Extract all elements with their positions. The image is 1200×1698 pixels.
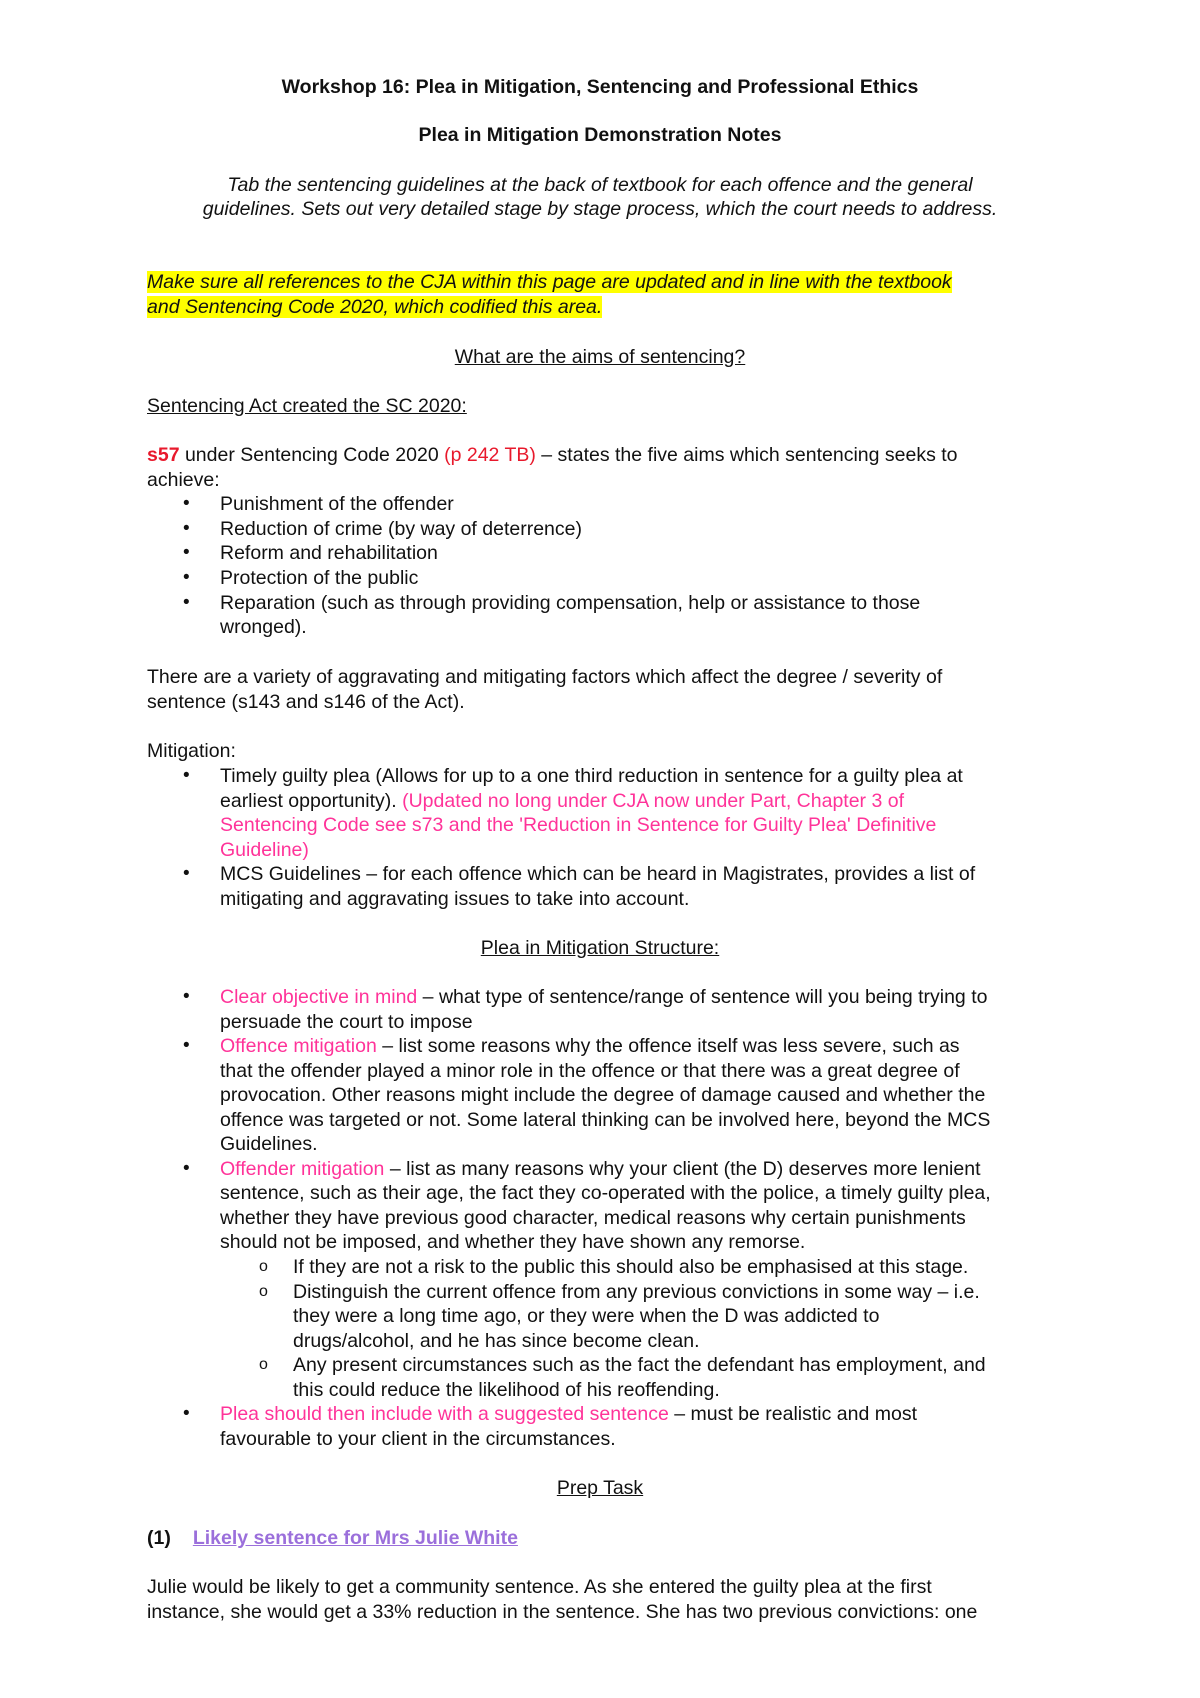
aim-item: Reparation (such as through providing compensation, help or assistance to those	[220, 592, 921, 614]
structure-heading: Plea in Mitigation Structure:	[480, 937, 720, 959]
bullet-icon: •	[183, 567, 190, 588]
bullet-icon: •	[183, 863, 190, 884]
sub-bullet-icon: o	[259, 1283, 268, 1300]
bullet-icon: •	[183, 1403, 190, 1424]
prep-task-link: Likely sentence for Mrs Julie White	[192, 1527, 518, 1549]
mcs-line-2: mitigating and aggravating issues to take into account.	[220, 888, 690, 910]
aim-item: Reform and rehabilitation	[220, 542, 438, 564]
document-title: Workshop 16: Plea in Mitigation, Sentencing and Professional Ethics	[281, 76, 919, 98]
prep-heading: Prep Task	[556, 1477, 644, 1499]
plea-line-1: Timely guilty plea (Allows for up to a one third reduction in sentence for a guilty plea at	[220, 765, 963, 787]
s57-section: s57	[147, 444, 180, 466]
offence-line-5: Guidelines.	[220, 1133, 318, 1155]
s57-reference: (p 242 TB)	[444, 444, 536, 466]
prep-line-2: instance, she would get a 33% reduction in the sentence. She has two previous convictions: one	[147, 1601, 978, 1623]
offender-sub-item-continuation: they were a long time ago, or they were when the D was addicted to	[293, 1305, 880, 1327]
offender-line: Offender mitigation – list as many reasons why your client (the D) deserves more lenient	[220, 1158, 981, 1180]
plea-line-4: Guideline)	[220, 839, 309, 861]
offender-line-4: should not be imposed, and whether they have shown any remorse.	[220, 1231, 806, 1253]
factors-line-1: There are a variety of aggravating and mitigating factors which affect the degree / severity of	[147, 666, 943, 688]
aims-heading: What are the aims of sentencing?	[454, 346, 746, 368]
bullet-icon: •	[183, 986, 190, 1007]
suggested-line: Plea should then include with a suggested sentence – must be realistic and most	[220, 1403, 918, 1425]
mcs-line-1: MCS Guidelines – for each offence which can be heard in Magistrates, provides a list of	[220, 863, 976, 885]
offence-line-4: offence was targeted or not. Some lateral thinking can be involved here, beyond the MCS	[220, 1109, 991, 1131]
factors-line-2: sentence (s143 and s146 of the Act).	[147, 691, 465, 713]
bullet-icon: •	[183, 493, 190, 514]
offender-line-2: sentence, such as their age, the fact they co-operated with the police, a timely guilty plea,	[220, 1182, 991, 1204]
intro-line-1: Tab the sentencing guidelines at the back of textbook for each offence and the general	[227, 174, 973, 196]
sub-bullet-icon: o	[259, 1258, 268, 1275]
bullet-icon: •	[183, 1035, 190, 1056]
plea-line-2: earliest opportunity). (Updated no long under CJA now under Part, Chapter 3 of	[220, 790, 904, 812]
aim-item-continuation: wronged).	[220, 616, 307, 638]
offence-line-2: that the offender played a minor role in the offence or that there was a great degree of	[220, 1060, 960, 1082]
bullet-icon: •	[183, 1158, 190, 1179]
bullet-icon: •	[183, 592, 190, 613]
offence-line: Offence mitigation – list some reasons why the offence itself was less severe, such as	[220, 1035, 960, 1057]
offender-sub-item-continuation: this could reduce the likelihood of his reoffending.	[293, 1379, 720, 1401]
prep-line-1: Julie would be likely to get a community sentence. As she entered the guilty plea at the first	[147, 1576, 932, 1598]
offender-sub-item: If they are not a risk to the public this should also be emphasised at this stage.	[293, 1256, 969, 1278]
s57-line: s57 under Sentencing Code 2020 (p 242 TB) – states the five aims which sentencing seeks to	[147, 444, 958, 466]
sub-bullet-icon: o	[259, 1356, 268, 1373]
offender-sub-item-continuation: drugs/alcohol, and he has since become clean.	[293, 1330, 700, 1352]
offender-line-3: whether they have previous good character, medical reasons why certain punishments	[220, 1207, 966, 1229]
highlight-note-line-2: and Sentencing Code 2020, which codified this area.	[147, 296, 603, 318]
bullet-icon: •	[183, 518, 190, 539]
objective-line: Clear objective in mind – what type of sentence/range of sentence will you being trying to	[220, 986, 988, 1008]
offender-sub-item: Distinguish the current offence from any previous convictions in some way – i.e.	[293, 1281, 980, 1303]
prep-task-title	[147, 1526, 1070, 1551]
offender-sub-item: Any present circumstances such as the fact the defendant has employment, and	[293, 1354, 986, 1376]
offence-line-3: provocation. Other reasons might include the degree of damage caused and whether the	[220, 1084, 986, 1106]
aim-item: Punishment of the offender	[220, 493, 454, 515]
objective-line-2: persuade the court to impose	[220, 1011, 473, 1033]
aim-item: Reduction of crime (by way of deterrence)	[220, 518, 582, 540]
aim-item: Protection of the public	[220, 567, 419, 589]
highlight-note-line-1: Make sure all references to the CJA within this page are updated and in line with the textbook	[147, 271, 952, 293]
plea-line-3: Sentencing Code see s73 and the 'Reduction in Sentence for Guilty Plea' Definitive	[220, 814, 937, 836]
bullet-icon: •	[183, 542, 190, 563]
bullet-icon: •	[183, 765, 190, 786]
act-heading: Sentencing Act created the SC 2020:	[147, 395, 467, 417]
prep-task-number: (1)	[147, 1527, 171, 1549]
s57-line-2: achieve:	[147, 469, 220, 491]
suggested-line-2: favourable to your client in the circumstances.	[220, 1428, 616, 1450]
mitigation-heading: Mitigation:	[147, 740, 236, 762]
intro-line-2: guidelines. Sets out very detailed stage by stage process, which the court needs to address.	[202, 198, 998, 220]
document-subtitle: Plea in Mitigation Demonstration Notes	[418, 124, 782, 146]
